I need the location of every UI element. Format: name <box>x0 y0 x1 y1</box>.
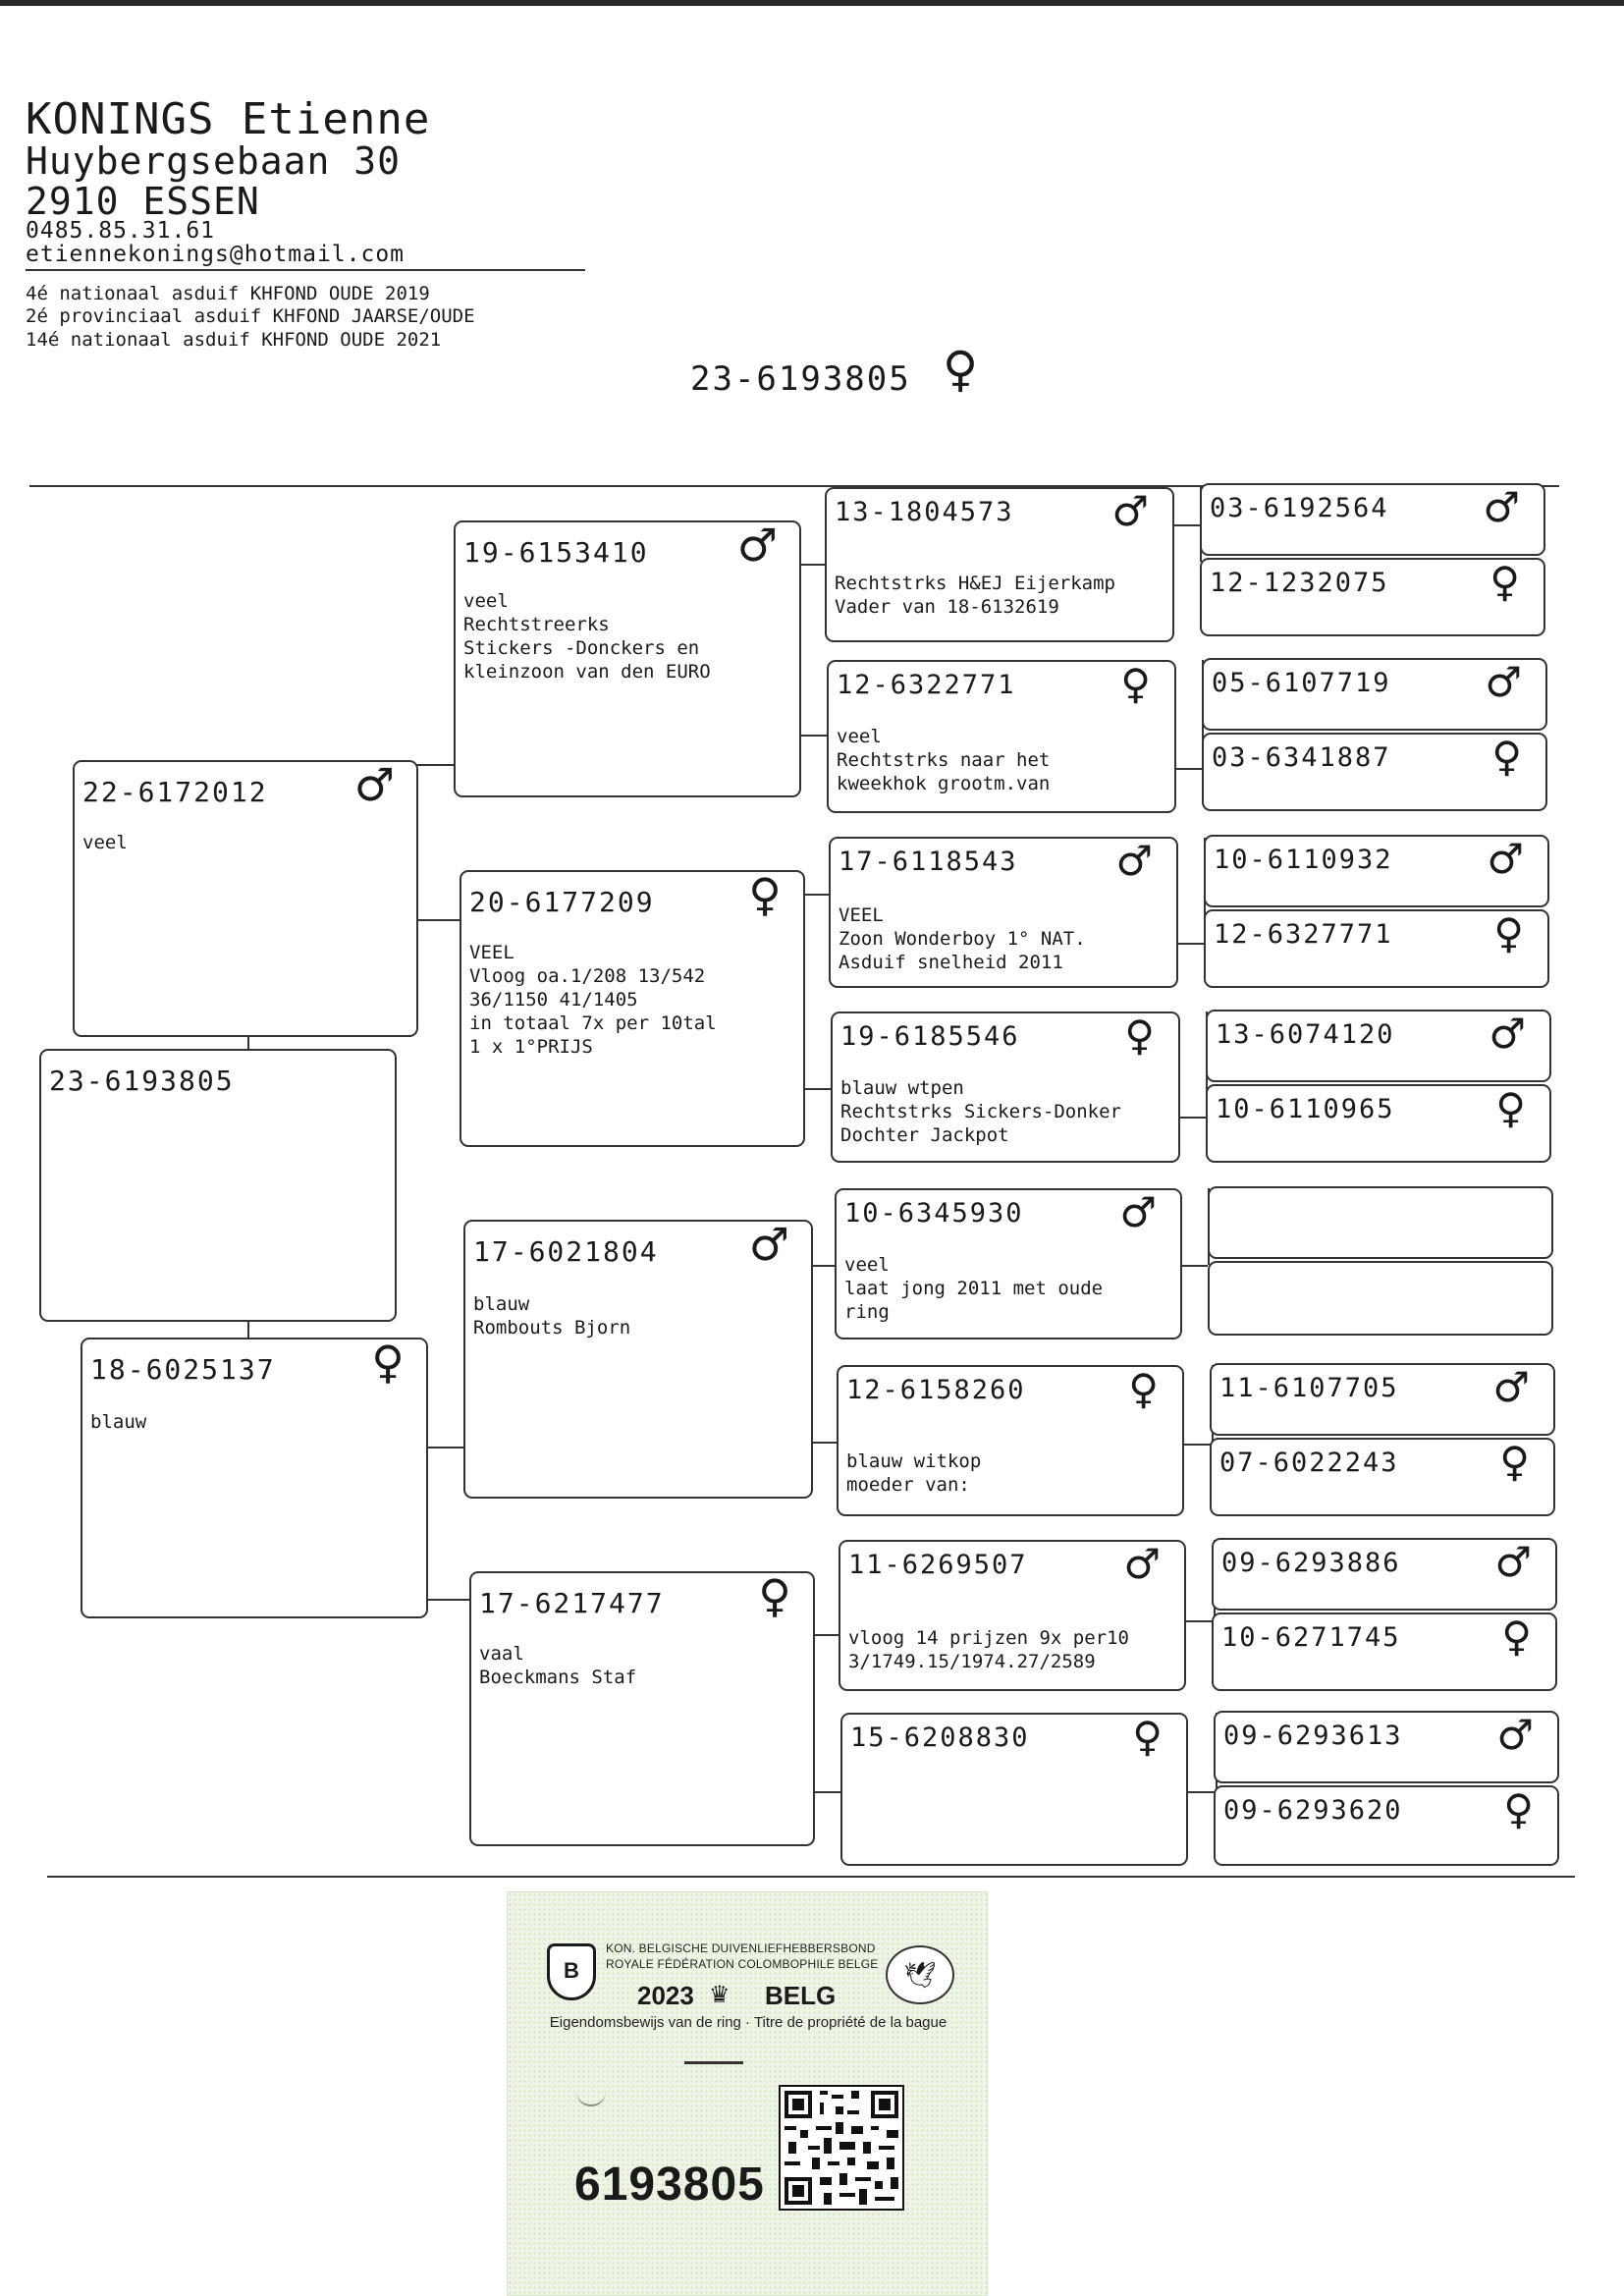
ring-number: 17-6021804 <box>473 1235 659 1268</box>
female-symbol-icon: ♀ <box>1501 1613 1532 1661</box>
hole-mark <box>576 2089 606 2106</box>
great-ancestor-box <box>1212 1538 1557 1611</box>
bird-note: veel Rechtstreerks Stickers -Donckers en kleinzoon van den EURO <box>463 590 711 683</box>
certificate-ring-number: 6193805 <box>574 2159 765 2211</box>
bird-note: blauw wtpen Rechtstrks Sickers-Donker Dochter Jackpot <box>840 1077 1121 1146</box>
great-ancestor-box-empty <box>1208 1186 1553 1259</box>
great-ancestor-box <box>1202 658 1547 731</box>
male-symbol-icon: ♂ <box>1485 658 1522 706</box>
father-box <box>73 760 418 1037</box>
certificate-year: 2023 <box>637 1981 694 2010</box>
female-symbol-icon: ♀ <box>1499 1438 1530 1486</box>
ancestor-box <box>839 1540 1186 1691</box>
federation-emblem-icon: B <box>547 1943 596 2000</box>
mother-box <box>81 1338 428 1618</box>
ring-number: 10-6110932 <box>1214 845 1393 875</box>
qr-code-icon <box>779 2085 904 2211</box>
grandparent-box <box>469 1571 815 1846</box>
ring-number: 07-6022243 <box>1219 1448 1399 1478</box>
male-symbol-icon: ♂ <box>748 1218 789 1271</box>
male-symbol-icon: ♂ <box>353 758 395 811</box>
ring-number: 12-6158260 <box>846 1375 1026 1405</box>
female-symbol-icon: ♀ <box>1491 733 1522 781</box>
ancestor-box <box>835 1188 1182 1339</box>
female-symbol-icon: ♀ <box>758 1569 791 1622</box>
great-ancestor-box <box>1206 1084 1551 1163</box>
ring-number: 11-6269507 <box>848 1550 1028 1580</box>
globe-pigeon-icon: 🕊 <box>886 1945 954 2004</box>
certificate-title: Eigendomsbewijs van de ring · Titre de propriété de la bague <box>549 2014 947 2031</box>
grandparent-box <box>460 870 805 1147</box>
owner-divider <box>26 269 585 271</box>
connector-line <box>1186 1620 1214 1622</box>
award-line: 2é provinciaal asduif KHFOND JAARSE/OUDE <box>26 305 475 327</box>
ring-number: 13-6074120 <box>1216 1019 1395 1050</box>
owner-street: Huybergsebaan 30 <box>26 139 402 183</box>
female-symbol-icon: ♀ <box>1124 1011 1155 1060</box>
male-symbol-icon: ♂ <box>1111 487 1149 535</box>
great-ancestor-box <box>1200 483 1545 556</box>
bird-note: blauw <box>90 1411 147 1433</box>
bird-note: blauw Rombouts Bjorn <box>473 1293 631 1339</box>
ring-ownership-certificate <box>507 1891 988 2296</box>
bird-note: veel Rechtstrks naar het kweekhok grootm.van <box>837 726 1051 794</box>
ring-number: 20-6177209 <box>469 886 655 918</box>
connector-line <box>799 735 827 737</box>
connector-line <box>815 1791 840 1793</box>
ring-number: 10-6345930 <box>844 1198 1024 1229</box>
owner-name: KONINGS Etienne <box>26 94 431 144</box>
connector-line <box>247 1320 249 1338</box>
grandparent-box <box>454 520 801 797</box>
ring-number: 12-6322771 <box>837 670 1016 700</box>
female-symbol-icon: ♀ <box>1503 1785 1534 1833</box>
ancestor-box <box>829 837 1178 988</box>
scan-top-edge <box>0 0 1624 6</box>
owner-city: 2910 ESSEN <box>26 180 260 223</box>
connector-line <box>416 919 460 921</box>
bottom-divider <box>47 1876 1575 1878</box>
bird-note: veel laat jong 2011 met oude ring <box>844 1254 1104 1323</box>
ancestor-box <box>827 660 1176 813</box>
male-symbol-icon: ♂ <box>1489 1010 1526 1058</box>
ring-number: 18-6025137 <box>90 1353 276 1386</box>
ancestor-box <box>825 487 1174 642</box>
owner-phone: 0485.85.31.61 <box>26 218 216 244</box>
female-symbol-icon: ♀ <box>371 1336 405 1389</box>
connector-line <box>1176 943 1204 945</box>
female-symbol-icon: ♀ <box>1489 558 1520 606</box>
grandparent-box <box>463 1220 813 1499</box>
ancestor-box <box>840 1713 1188 1866</box>
connector-line <box>1184 1444 1212 1446</box>
female-symbol-icon: ♀ <box>1132 1713 1163 1761</box>
connector-line <box>815 1634 839 1636</box>
ring-number: 09-6293886 <box>1221 1548 1401 1578</box>
pedigree-title-ring: 23-6193805 <box>690 359 911 399</box>
ring-number: 19-6185546 <box>840 1021 1020 1052</box>
ring-number: 13-1804573 <box>835 497 1014 527</box>
ring-number: 12-6327771 <box>1214 919 1393 950</box>
male-symbol-icon: ♂ <box>1494 1538 1532 1586</box>
ring-number: 23-6193805 <box>49 1065 235 1097</box>
ring-number: 17-6217477 <box>479 1587 665 1619</box>
ring-number: 12-1232075 <box>1210 568 1389 598</box>
ring-number: 15-6208830 <box>850 1722 1030 1753</box>
great-ancestor-box <box>1214 1711 1559 1783</box>
female-symbol-icon: ♀ <box>943 335 979 404</box>
award-line: 14é nationaal asduif KHFOND OUDE 2021 <box>26 329 442 351</box>
ring-number: 22-6172012 <box>82 776 268 808</box>
ring-number: 19-6153410 <box>463 536 649 569</box>
great-ancestor-box <box>1210 1438 1555 1516</box>
connector-line <box>1172 524 1200 526</box>
male-symbol-icon: ♂ <box>1115 837 1153 885</box>
ring-number: 10-6271745 <box>1221 1622 1401 1653</box>
male-symbol-icon: ♂ <box>1492 1363 1530 1411</box>
great-ancestor-box <box>1204 835 1549 907</box>
male-symbol-icon: ♂ <box>736 519 778 572</box>
connector-line <box>1178 1117 1206 1119</box>
great-ancestor-box <box>1212 1613 1557 1691</box>
connector-line <box>426 1599 469 1601</box>
connector-line <box>1180 1265 1208 1267</box>
bird-note: Rechtstrks H&EJ Eijerkamp Vader van 18-6132619 <box>835 573 1115 618</box>
bird-note: vloog 14 prijzen 9x per10 3/1749.15/1974.27/2589 <box>848 1627 1129 1672</box>
connector-line <box>1188 1791 1216 1793</box>
female-symbol-icon: ♀ <box>1495 1084 1526 1132</box>
connector-line <box>416 764 456 766</box>
signature-mark <box>684 2061 743 2064</box>
ring-number: 09-6293613 <box>1223 1721 1403 1751</box>
great-ancestor-box <box>1204 909 1549 988</box>
female-symbol-icon: ♀ <box>748 868 782 921</box>
male-symbol-icon: ♂ <box>1119 1188 1157 1236</box>
certificate-country: BELG <box>765 1981 837 2010</box>
bird-note: blauw witkop moeder van: <box>846 1450 982 1496</box>
ancestor-box <box>831 1011 1180 1163</box>
ring-number: 03-6192564 <box>1210 493 1389 523</box>
ring-number: 03-6341887 <box>1212 742 1391 773</box>
great-ancestor-box <box>1206 1010 1551 1082</box>
great-ancestor-box <box>1202 733 1547 811</box>
great-ancestor-box <box>1200 558 1545 636</box>
award-line: 4é nationaal asduif KHFOND OUDE 2019 <box>26 283 430 304</box>
male-symbol-icon: ♂ <box>1123 1540 1161 1588</box>
connector-line <box>799 564 825 566</box>
ancestor-box <box>837 1365 1184 1516</box>
male-symbol-icon: ♂ <box>1487 835 1524 883</box>
owner-email: etiennekonings@hotmail.com <box>26 242 406 267</box>
subject-box <box>39 1049 397 1322</box>
ring-number: 11-6107705 <box>1219 1373 1399 1403</box>
male-symbol-icon: ♂ <box>1496 1711 1534 1759</box>
ring-number: 09-6293620 <box>1223 1795 1403 1826</box>
connector-line <box>803 894 829 896</box>
bird-note: veel <box>82 832 128 853</box>
bird-note: VEEL Zoon Wonderboy 1° NAT. Asduif snelheid 2011 <box>839 904 1086 973</box>
male-symbol-icon: ♂ <box>1483 483 1520 531</box>
female-symbol-icon: ♀ <box>1120 660 1151 708</box>
connector-line <box>426 1447 463 1449</box>
ring-number: 05-6107719 <box>1212 668 1391 698</box>
female-symbol-icon: ♀ <box>1493 909 1524 957</box>
crown-icon: ♛ <box>709 1982 731 2008</box>
federation-name-fr: ROYALE FÉDÉRATION COLOMBOPHILE BELGE <box>606 1957 879 1971</box>
female-symbol-icon: ♀ <box>1128 1365 1159 1413</box>
great-ancestor-box <box>1210 1363 1555 1436</box>
federation-name-nl: KON. BELGISCHE DUIVENLIEFHEBBERSBOND <box>606 1941 876 1955</box>
ring-number: 17-6118543 <box>839 847 1018 877</box>
bird-note: vaal Boeckmans Staf <box>479 1643 637 1688</box>
connector-line <box>1174 768 1202 770</box>
connector-line <box>809 1442 837 1444</box>
great-ancestor-box-empty <box>1208 1261 1553 1336</box>
great-ancestor-box <box>1214 1785 1559 1866</box>
connector-line <box>803 1088 833 1090</box>
bird-note: VEEL Vloog oa.1/208 13/542 36/1150 41/1405 in totaal 7x per 10tal 1 x 1°PRIJS <box>469 942 717 1058</box>
ring-number: 10-6110965 <box>1216 1094 1395 1124</box>
